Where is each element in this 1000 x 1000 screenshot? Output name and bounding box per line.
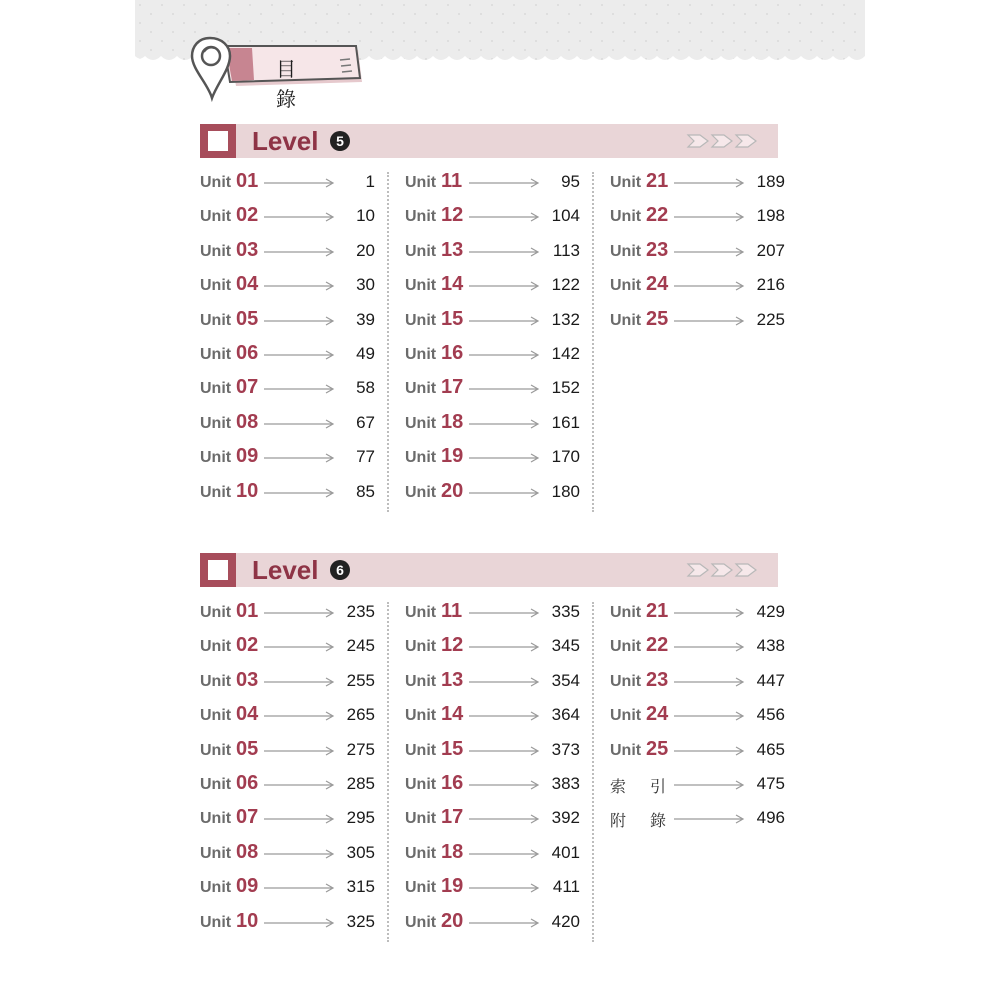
page-number: 456 <box>756 705 785 725</box>
arrow-right-icon <box>264 848 336 860</box>
level-label: Level <box>252 126 319 156</box>
arrow-right-icon <box>469 745 541 757</box>
unit-number: 23 <box>646 238 669 261</box>
unit-word: Unit <box>200 380 232 398</box>
page-number: 335 <box>551 602 580 621</box>
unit-word: Unit <box>200 638 232 656</box>
page-number: 225 <box>756 309 785 329</box>
arrow-right-icon <box>264 177 336 189</box>
level-5-column-2 <box>405 168 580 512</box>
unit-number: 13 <box>441 668 464 691</box>
unit-word: Unit <box>405 638 437 656</box>
page-number: 265 <box>346 705 375 725</box>
arrow-right-icon <box>264 418 336 430</box>
page-number: 58 <box>356 378 375 398</box>
unit-number: 02 <box>236 204 259 227</box>
unit-word: Unit <box>610 242 642 260</box>
arrow-right-icon <box>264 676 336 688</box>
unit-number: 04 <box>236 273 259 296</box>
unit-number: 19 <box>441 875 464 898</box>
toc-entry[interactable] <box>610 804 785 838</box>
unit-number: 20 <box>441 909 464 932</box>
page-number: 104 <box>551 206 580 226</box>
toc-entry[interactable] <box>405 202 580 236</box>
unit-word: Unit <box>405 380 437 398</box>
toc-entry[interactable] <box>610 202 785 236</box>
arrow-right-icon <box>674 710 746 722</box>
page-number: 392 <box>551 808 580 828</box>
unit-word: Unit <box>200 741 232 759</box>
unit-number: 23 <box>646 668 669 691</box>
unit-number: 12 <box>441 634 464 657</box>
unit-number: 11 <box>441 600 463 622</box>
unit-number: 18 <box>441 410 464 433</box>
unit-number: 06 <box>236 771 259 794</box>
unit-word: Unit <box>610 741 642 759</box>
page-number: 216 <box>756 275 785 295</box>
toc-entry[interactable] <box>405 237 580 271</box>
unit-word: Unit <box>405 672 437 690</box>
unit-number: 11 <box>441 170 463 192</box>
arrow-right-icon <box>469 315 541 327</box>
unit-number: 20 <box>441 479 464 502</box>
toc-entry[interactable] <box>200 168 375 202</box>
toc-entry[interactable] <box>405 598 580 632</box>
arrow-right-icon <box>264 211 336 223</box>
unit-word: Unit <box>405 741 437 759</box>
toc-title: 目 錄 <box>276 57 322 111</box>
unit-word: Unit <box>610 707 642 725</box>
unit-word: Unit <box>405 345 437 363</box>
toc-entry[interactable] <box>405 271 580 305</box>
page-number: 383 <box>551 773 580 793</box>
toc-entry[interactable] <box>610 271 785 305</box>
unit-number: 24 <box>646 703 669 726</box>
arrow-right-icon <box>674 676 746 688</box>
unit-word: Unit <box>405 707 437 725</box>
entry-label-char: 錄 <box>650 811 667 831</box>
page-number: 161 <box>551 412 580 432</box>
unit-word: Unit <box>610 174 642 191</box>
page-number: 373 <box>551 739 580 759</box>
page-number: 285 <box>346 773 375 793</box>
unit-word: Unit <box>610 311 642 329</box>
page-number: 170 <box>551 447 580 467</box>
unit-number: 17 <box>441 806 464 829</box>
page-number: 345 <box>551 636 580 656</box>
level-6-column-1 <box>200 598 375 942</box>
unit-word: Unit <box>405 775 437 793</box>
arrow-right-icon <box>264 383 336 395</box>
toc-entry[interactable] <box>610 770 785 804</box>
unit-word: Unit <box>405 604 437 621</box>
column-divider <box>387 172 389 512</box>
page-number: 255 <box>346 670 375 690</box>
unit-word: Unit <box>610 277 642 295</box>
arrow-right-icon <box>674 315 746 327</box>
page-number: 20 <box>356 240 375 260</box>
arrow-right-icon <box>264 280 336 292</box>
arrow-right-icon <box>264 246 336 258</box>
toc-entry[interactable] <box>405 632 580 666</box>
toc-entry[interactable] <box>200 271 375 305</box>
unit-number: 25 <box>646 307 669 330</box>
arrow-right-icon <box>264 641 336 653</box>
toc-entry[interactable] <box>405 667 580 701</box>
unit-number: 01 <box>236 600 259 622</box>
page-number: 189 <box>756 172 785 191</box>
page-number: 325 <box>346 911 375 931</box>
toc-entry[interactable] <box>200 667 375 701</box>
page-number: 475 <box>756 773 785 793</box>
unit-word: Unit <box>200 414 232 432</box>
level-6-column-3 <box>610 598 785 839</box>
unit-number: 03 <box>236 238 259 261</box>
column-divider <box>592 172 594 512</box>
unit-word: Unit <box>610 672 642 690</box>
unit-number: 22 <box>646 634 669 657</box>
page-number: 132 <box>551 309 580 329</box>
unit-word: Unit <box>200 345 232 363</box>
arrow-right-icon <box>264 779 336 791</box>
unit-word: Unit <box>405 913 437 931</box>
unit-number: 15 <box>441 307 464 330</box>
page-number: 152 <box>551 378 580 398</box>
page-number: 198 <box>756 206 785 226</box>
page-number: 39 <box>356 309 375 329</box>
arrow-right-icon <box>264 607 336 619</box>
unit-word: Unit <box>200 672 232 690</box>
toc-entry[interactable] <box>405 168 580 202</box>
arrow-right-icon <box>469 349 541 361</box>
unit-word: Unit <box>200 775 232 793</box>
page-number: 142 <box>551 343 580 363</box>
level-6-column-2 <box>405 598 580 942</box>
unit-word: Unit <box>405 311 437 329</box>
unit-number: 02 <box>236 634 259 657</box>
toc-entry[interactable] <box>200 632 375 666</box>
unit-number: 25 <box>646 737 669 760</box>
unit-number: 10 <box>236 479 259 502</box>
unit-word: Unit <box>200 707 232 725</box>
page-number: 30 <box>356 275 375 295</box>
toc-entry[interactable] <box>405 770 580 804</box>
page-number: 113 <box>552 240 580 260</box>
arrow-right-icon <box>264 349 336 361</box>
unit-word: Unit <box>200 449 232 467</box>
arrow-right-icon <box>469 882 541 894</box>
unit-number: 21 <box>646 170 669 192</box>
level-number-badge: 5 <box>330 131 350 151</box>
page-number: 401 <box>551 842 580 862</box>
toc-entry[interactable] <box>405 736 580 770</box>
arrow-right-icon <box>264 882 336 894</box>
unit-number: 04 <box>236 703 259 726</box>
entry-label-char: 附 <box>610 811 627 831</box>
page-number: 275 <box>346 739 375 759</box>
arrow-right-icon <box>469 246 541 258</box>
page-number: 496 <box>756 808 785 828</box>
toc-entry[interactable] <box>405 306 580 340</box>
unit-word: Unit <box>200 208 232 226</box>
toc-entry[interactable] <box>610 598 785 632</box>
unit-number: 06 <box>236 341 259 364</box>
toc-entry[interactable] <box>200 701 375 735</box>
toc-entry[interactable] <box>405 701 580 735</box>
toc-entry[interactable] <box>200 237 375 271</box>
unit-word: Unit <box>200 844 232 862</box>
toc-page <box>135 0 865 1000</box>
unit-word: Unit <box>405 844 437 862</box>
level-6-header <box>200 553 778 587</box>
arrow-right-icon <box>674 607 746 619</box>
unit-word: Unit <box>405 879 437 897</box>
arrow-right-icon <box>469 383 541 395</box>
unit-word: Unit <box>200 311 232 329</box>
unit-word: Unit <box>405 277 437 295</box>
unit-number: 07 <box>236 376 259 399</box>
unit-number: 07 <box>236 806 259 829</box>
toc-entry[interactable] <box>610 701 785 735</box>
unit-number: 22 <box>646 204 669 227</box>
arrow-right-icon <box>469 848 541 860</box>
page-number: 411 <box>552 877 580 897</box>
arrow-right-icon <box>469 607 541 619</box>
toc-entry[interactable] <box>200 202 375 236</box>
toc-entry[interactable] <box>200 908 375 942</box>
unit-word: Unit <box>405 208 437 226</box>
arrow-right-icon <box>469 177 541 189</box>
page-number: 354 <box>551 670 580 690</box>
toc-entry[interactable] <box>610 306 785 340</box>
toc-entry[interactable] <box>610 168 785 202</box>
unit-word: Unit <box>405 810 437 828</box>
toc-entry[interactable] <box>405 443 580 477</box>
level-square-icon <box>200 124 236 158</box>
unit-word: Unit <box>405 174 437 191</box>
unit-word: Unit <box>200 483 232 501</box>
heart-arrow-icon <box>686 133 760 149</box>
arrow-right-icon <box>264 452 336 464</box>
page-number: 122 <box>551 275 580 295</box>
unit-number: 24 <box>646 273 669 296</box>
page-number: 1 <box>365 172 375 191</box>
arrow-right-icon <box>674 779 746 791</box>
arrow-right-icon <box>469 641 541 653</box>
arrow-right-icon <box>469 813 541 825</box>
unit-number: 08 <box>236 410 259 433</box>
unit-word: Unit <box>200 879 232 897</box>
toc-entry[interactable] <box>200 409 375 443</box>
page-number: 207 <box>756 240 785 260</box>
entry-label-char: 索 <box>610 776 627 796</box>
page-number: 364 <box>551 705 580 725</box>
toc-entry[interactable] <box>610 237 785 271</box>
unit-number: 14 <box>441 273 464 296</box>
entry-label-char: 引 <box>650 776 667 796</box>
arrow-right-icon <box>469 487 541 499</box>
unit-number: 10 <box>236 909 259 932</box>
unit-word: Unit <box>200 277 232 295</box>
toc-entry[interactable] <box>200 770 375 804</box>
toc-entry[interactable] <box>405 340 580 374</box>
page-number: 295 <box>346 808 375 828</box>
unit-number: 09 <box>236 445 259 468</box>
page-number: 420 <box>551 911 580 931</box>
toc-entry[interactable] <box>610 632 785 666</box>
page-number: 95 <box>561 172 580 191</box>
level-5-header <box>200 124 778 158</box>
arrow-right-icon <box>469 418 541 430</box>
unit-word: Unit <box>405 242 437 260</box>
level-label: Level <box>252 555 319 585</box>
arrow-right-icon <box>264 813 336 825</box>
unit-word: Unit <box>405 414 437 432</box>
page-number: 235 <box>346 602 375 621</box>
unit-number: 03 <box>236 668 259 691</box>
unit-word: Unit <box>610 208 642 226</box>
unit-number: 15 <box>441 737 464 760</box>
arrow-right-icon <box>674 246 746 258</box>
unit-number: 12 <box>441 204 464 227</box>
unit-word: Unit <box>200 913 232 931</box>
toc-entry[interactable] <box>610 736 785 770</box>
arrow-right-icon <box>674 745 746 757</box>
page-number: 305 <box>346 842 375 862</box>
arrow-right-icon <box>264 710 336 722</box>
arrow-right-icon <box>264 315 336 327</box>
toc-entry[interactable] <box>200 873 375 907</box>
unit-number: 14 <box>441 703 464 726</box>
page-number: 77 <box>356 447 375 467</box>
level-square-icon <box>200 553 236 587</box>
arrow-right-icon <box>469 211 541 223</box>
arrow-right-icon <box>674 177 746 189</box>
toc-entry[interactable] <box>405 908 580 942</box>
unit-word: Unit <box>200 174 232 191</box>
unit-word: Unit <box>610 638 642 656</box>
toc-entry[interactable] <box>405 804 580 838</box>
column-divider <box>592 602 594 942</box>
page-number: 429 <box>756 602 785 621</box>
unit-number: 01 <box>236 170 259 192</box>
column-divider <box>387 602 389 942</box>
arrow-right-icon <box>674 211 746 223</box>
page-number: 447 <box>756 670 785 690</box>
page-number: 465 <box>756 739 785 759</box>
arrow-right-icon <box>264 745 336 757</box>
unit-word: Unit <box>200 604 232 621</box>
arrow-right-icon <box>264 917 336 929</box>
unit-word: Unit <box>405 483 437 501</box>
unit-word: Unit <box>200 810 232 828</box>
unit-number: 16 <box>441 341 464 364</box>
unit-word: Unit <box>200 242 232 260</box>
unit-number: 08 <box>236 840 259 863</box>
unit-number: 05 <box>236 737 259 760</box>
unit-number: 13 <box>441 238 464 261</box>
toc-entry[interactable] <box>405 478 580 512</box>
page-number: 245 <box>346 636 375 656</box>
level-5-column-1 <box>200 168 375 512</box>
toc-entry[interactable] <box>200 443 375 477</box>
arrow-right-icon <box>469 676 541 688</box>
toc-entry[interactable] <box>200 598 375 632</box>
toc-entry[interactable] <box>200 306 375 340</box>
arrow-right-icon <box>469 710 541 722</box>
level-number-badge: 6 <box>330 560 350 580</box>
toc-entry[interactable] <box>405 409 580 443</box>
toc-entry[interactable] <box>200 804 375 838</box>
arrow-right-icon <box>469 280 541 292</box>
toc-entry[interactable] <box>610 667 785 701</box>
page-number: 315 <box>346 877 375 897</box>
unit-number: 19 <box>441 445 464 468</box>
unit-number: 05 <box>236 307 259 330</box>
unit-number: 09 <box>236 875 259 898</box>
page-number: 180 <box>551 481 580 501</box>
level-5-column-3 <box>610 168 785 340</box>
heart-arrow-icon <box>686 562 760 578</box>
toc-entry[interactable] <box>200 736 375 770</box>
arrow-right-icon <box>469 917 541 929</box>
unit-number: 17 <box>441 376 464 399</box>
unit-number: 16 <box>441 771 464 794</box>
arrow-right-icon <box>674 280 746 292</box>
arrow-right-icon <box>264 487 336 499</box>
unit-word: Unit <box>405 449 437 467</box>
unit-word: Unit <box>610 604 642 621</box>
toc-entry[interactable] <box>200 340 375 374</box>
toc-entry[interactable] <box>405 374 580 408</box>
page-number: 85 <box>356 481 375 501</box>
page-number: 49 <box>356 343 375 363</box>
arrow-right-icon <box>469 452 541 464</box>
page-number: 438 <box>756 636 785 656</box>
unit-number: 21 <box>646 600 669 622</box>
toc-entry[interactable] <box>405 873 580 907</box>
arrow-right-icon <box>674 641 746 653</box>
toc-entry[interactable] <box>200 478 375 512</box>
toc-entry[interactable] <box>405 839 580 873</box>
toc-entry[interactable] <box>200 374 375 408</box>
arrow-right-icon <box>674 813 746 825</box>
unit-number: 18 <box>441 840 464 863</box>
page-number: 10 <box>356 206 375 226</box>
arrow-right-icon <box>469 779 541 791</box>
toc-entry[interactable] <box>200 839 375 873</box>
page-number: 67 <box>356 412 375 432</box>
